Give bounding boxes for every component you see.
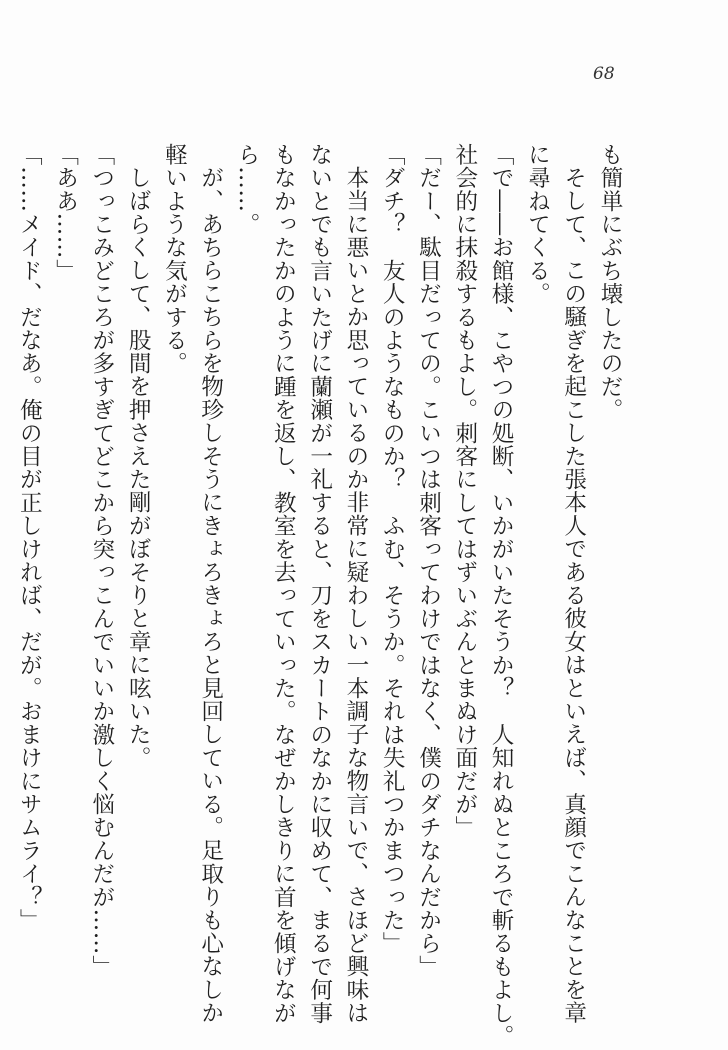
text-line: 社会的に抹殺するもよし。刺客にしてはずいぶんとまぬけ面だが」 [451,143,478,839]
text-line: 「ダチ？ 友人のようなものか？ ふむ、そうか。それは失礼つかまつった」 [379,143,406,955]
vertical-text-block [16,143,628,1048]
text-line: 軽いような気がする。 [161,143,188,375]
page-number: 68 [593,64,615,84]
text-line: 「で――お館様、こやつの処断、いかがいたそうか？ 人知れぬところで斬るもよし。 [488,143,515,1048]
text-line: も簡単にぶち壊したのだ。 [597,143,623,422]
text-line: そして、この騒ぎを起こした張本人である彼女はといえば、真顔でこんなことを章 [560,165,587,1024]
text-line: しばらくして、股間を押さえた剛がぼそりと章に呟いた。 [125,165,152,769]
text-line: 「ああ……」 [52,143,79,283]
text-line: ら……。 [234,143,261,236]
text-line: もなかったかのように踵を返し、教室を去っていった。なぜかしきりに首を傾げなが [270,143,297,1025]
text-line: に尋ねてくる。 [524,143,551,306]
text-line: 「つっこみどころが多すぎてどこから突っこんでいいか激しく悩むんだが……」 [88,143,115,979]
text-line: が、あちらこちらを物珍しそうにきょろきょろと見回している。足取りも心なしか [197,165,224,1024]
text-line: 本当に悪いとか思っているのか非常に疑わしい一本調子な物言いで、さほど興味は [342,165,369,1024]
text-line: 「だー、駄目だっての。こいつは刺客ってわけではなく、僕のダチなんだから」 [415,143,442,979]
text-line: ないとでも言いたげに蘭瀬が一礼すると、刀をスカートのなかに収めて、まるで何事 [306,143,333,1025]
text-line: 「……メイド、だなあ。俺の目が正しければ、だが。おまけにサムライ？」 [16,143,43,932]
